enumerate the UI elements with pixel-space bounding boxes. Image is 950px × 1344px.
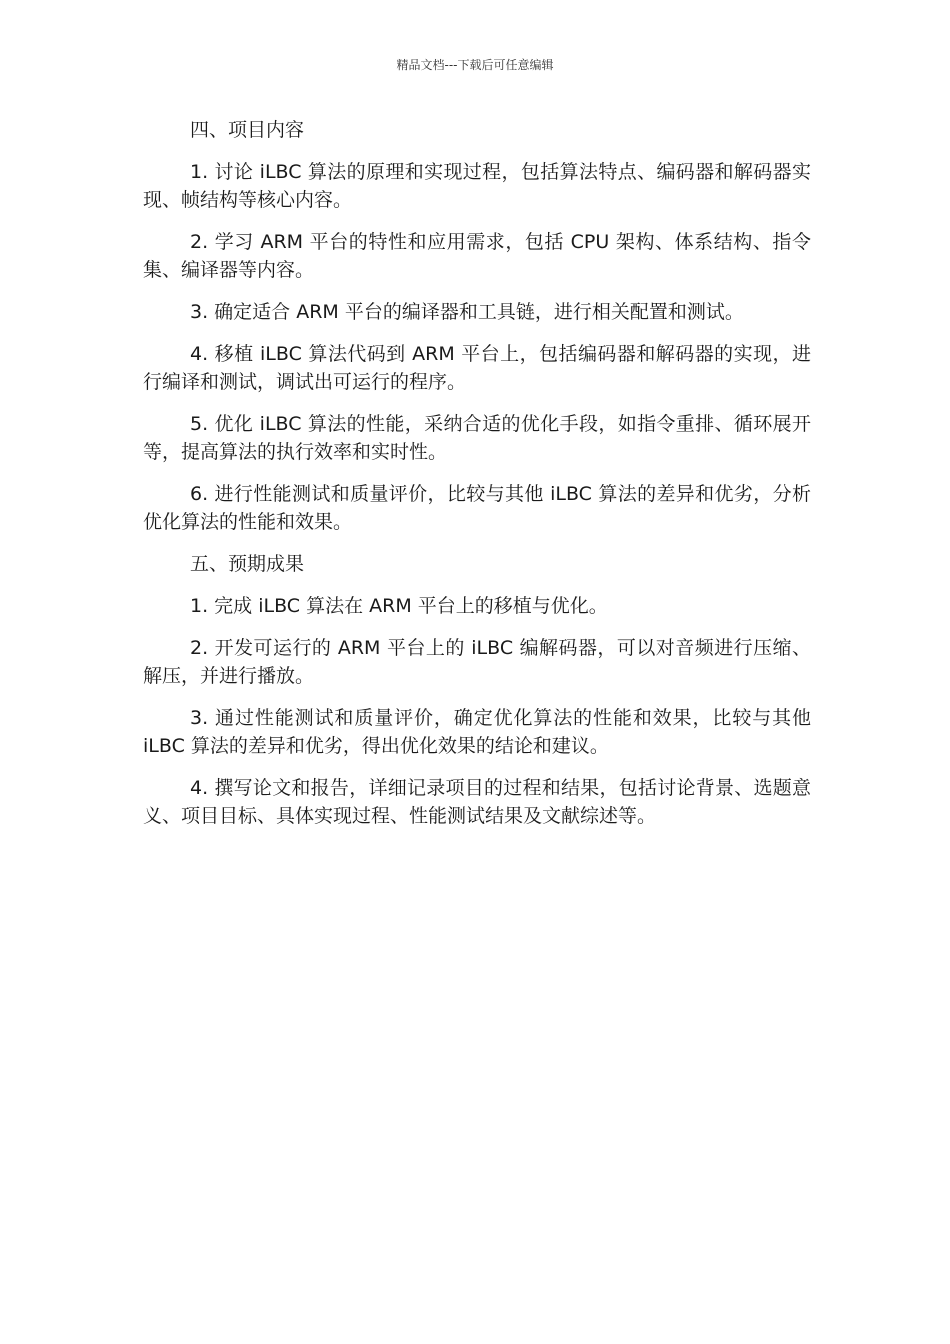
paragraph-content-4: 4. 移植 iLBC 算法代码到 ARM 平台上，包括编码器和解码器的实现，进行编译和测试，调试出可运行的程序。 (143, 343, 811, 393)
page-header: 精品文档---下载后可任意编辑 (396, 58, 554, 72)
paragraph-content-6: 6. 进行性能测试和质量评价，比较与其他 iLBC 算法的差异和优劣，分析优化算法的性能和效果。 (143, 483, 811, 533)
paragraph-content-1: 1. 讨论 iLBC 算法的原理和实现过程，包括算法特点、编码器和解码器实现、帧结构等核心内容。 (143, 161, 811, 211)
document-body (143, 116, 811, 830)
section-heading-project-content: 四、项目内容 (190, 119, 305, 141)
paragraph-content-2: 2. 学习 ARM 平台的特性和应用需求，包括 CPU 架构、体系结构、指令集、编译器等内容。 (143, 231, 811, 281)
paragraph-result-2: 2. 开发可运行的 ARM 平台上的 iLBC 编解码器，可以对音频进行压缩、解压，并进行播放。 (143, 637, 811, 687)
paragraph-result-1: 1. 完成 iLBC 算法在 ARM 平台上的移植与优化。 (190, 595, 608, 617)
paragraph-content-5: 5. 优化 iLBC 算法的性能，采纳合适的优化手段，如指令重排、循环展开等，提高算法的执行效率和实时性。 (143, 413, 811, 463)
paragraph-result-4: 4. 撰写论文和报告，详细记录项目的过程和结果，包括讨论背景、选题意义、项目目标、具体实现过程、性能测试结果及文献综述等。 (143, 777, 811, 827)
section-heading-expected-results: 五、预期成果 (190, 553, 305, 575)
paragraph-content-3: 3. 确定适合 ARM 平台的编译器和工具链，进行相关配置和测试。 (190, 301, 744, 323)
paragraph-result-3: 3. 通过性能测试和质量评价，确定优化算法的性能和效果，比较与其他 iLBC 算法的差异和优劣，得出优化效果的结论和建议。 (143, 707, 811, 757)
